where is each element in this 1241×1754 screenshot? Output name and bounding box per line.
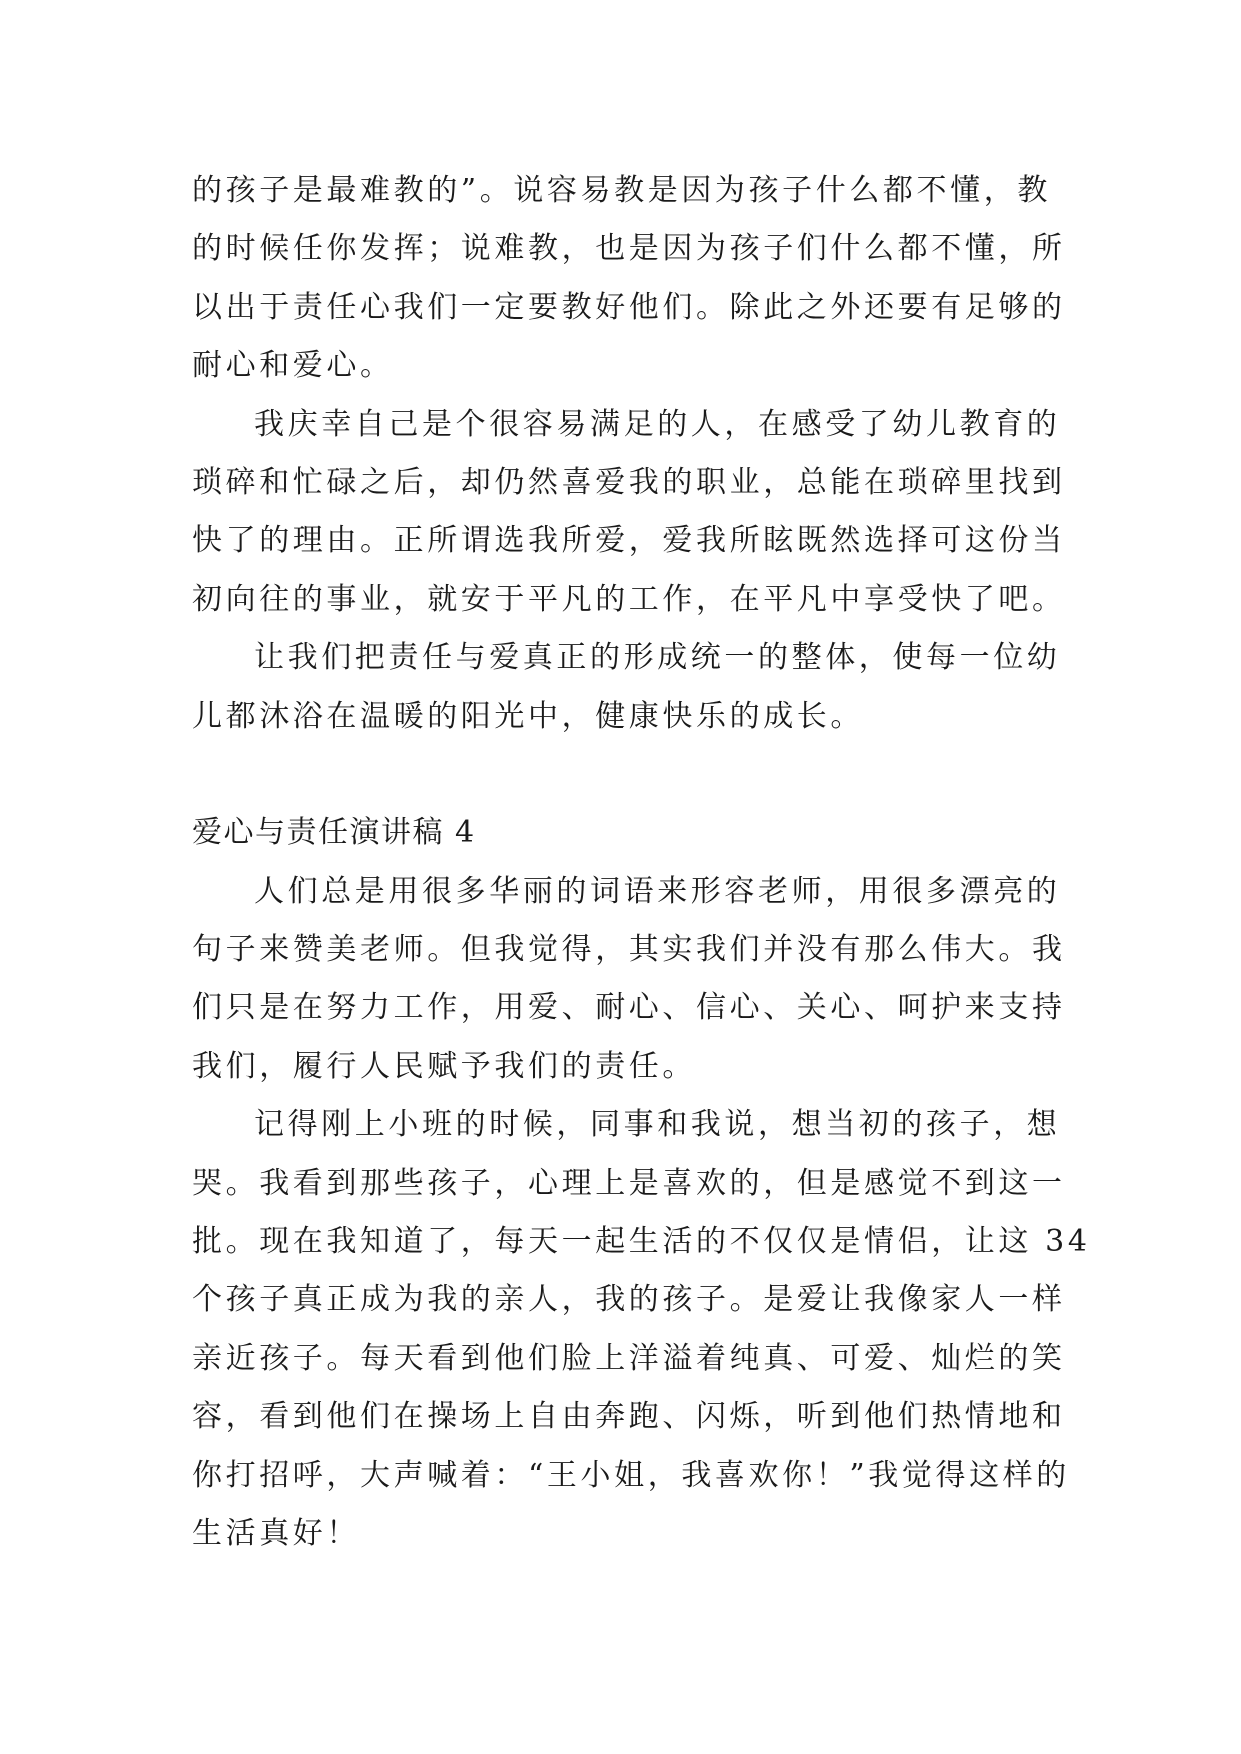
- text-line: 批。现在我知道了，每天一起生活的不仅仅是情侣，让这 34: [192, 1224, 1091, 1260]
- paragraph-3: [192, 629, 1072, 746]
- text-line: 哭。我看到那些孩子，心理上是喜欢的，但是感觉不到这一: [192, 1165, 1066, 1201]
- section-title: 爱心与责任演讲稿 4: [192, 815, 476, 851]
- paragraph-5: [192, 1096, 1091, 1563]
- text-line: 记得刚上小班的时候，同事和我说，想当初的孩子，想: [254, 1107, 1061, 1143]
- section-spacer: [192, 746, 1072, 804]
- text-line: 你打招呼，大声喊着：“王小姐，我喜欢你！”我觉得这样的: [192, 1457, 1070, 1493]
- paragraph-1: [192, 162, 1072, 396]
- text-line: 个孩子真正成为我的亲人，我的孩子。是爱让我像家人一样: [192, 1282, 1066, 1318]
- text-line: 们只是在努力工作，用爱、耐心、信心、关心、呵护来支持: [192, 990, 1066, 1026]
- text-line: 耐心和爱心。: [192, 348, 394, 384]
- document-body: [192, 162, 1091, 1563]
- text-line: 初向往的事业，就安于平凡的工作，在平凡中享受快了吧。: [192, 581, 1066, 617]
- text-line: 的时候任你发挥；说难教，也是因为孩子们什么都不懂，所: [192, 231, 1066, 267]
- text-line: 我们，履行人民赋予我们的责任。: [192, 1048, 696, 1084]
- text-line: 快了的理由。正所谓选我所爱，爱我所眩既然选择可这份当: [192, 523, 1066, 559]
- text-line: 儿都沐浴在温暖的阳光中，健康快乐的成长。: [192, 698, 864, 734]
- text-line: 人们总是用很多华丽的词语来形容老师，用很多漂亮的: [254, 873, 1061, 909]
- paragraph-4: [192, 863, 1072, 1097]
- text-line: 亲近孩子。每天看到他们脸上洋溢着纯真、可爱、灿烂的笑: [192, 1340, 1066, 1376]
- text-line: 生活真好！: [192, 1515, 360, 1551]
- text-line: 我庆幸自己是个很容易满足的人，在感受了幼儿教育的: [254, 406, 1061, 442]
- text-line: 以出于责任心我们一定要教好他们。除此之外还要有足够的: [192, 289, 1066, 325]
- text-line: 让我们把责任与爱真正的形成统一的整体，使每一位幼: [254, 640, 1061, 676]
- text-line: 的孩子是最难教的”。说容易教是因为孩子什么都不懂，教: [192, 173, 1051, 208]
- text-line: 句子来赞美老师。但我觉得，其实我们并没有那么伟大。我: [192, 932, 1066, 968]
- text-line: 容，看到他们在操场上自由奔跑、闪烁，听到他们热情地和: [192, 1399, 1066, 1435]
- paragraph-2: [192, 396, 1072, 630]
- text-line: 琐碎和忙碌之后，却仍然喜爱我的职业，总能在琐碎里找到: [192, 464, 1066, 500]
